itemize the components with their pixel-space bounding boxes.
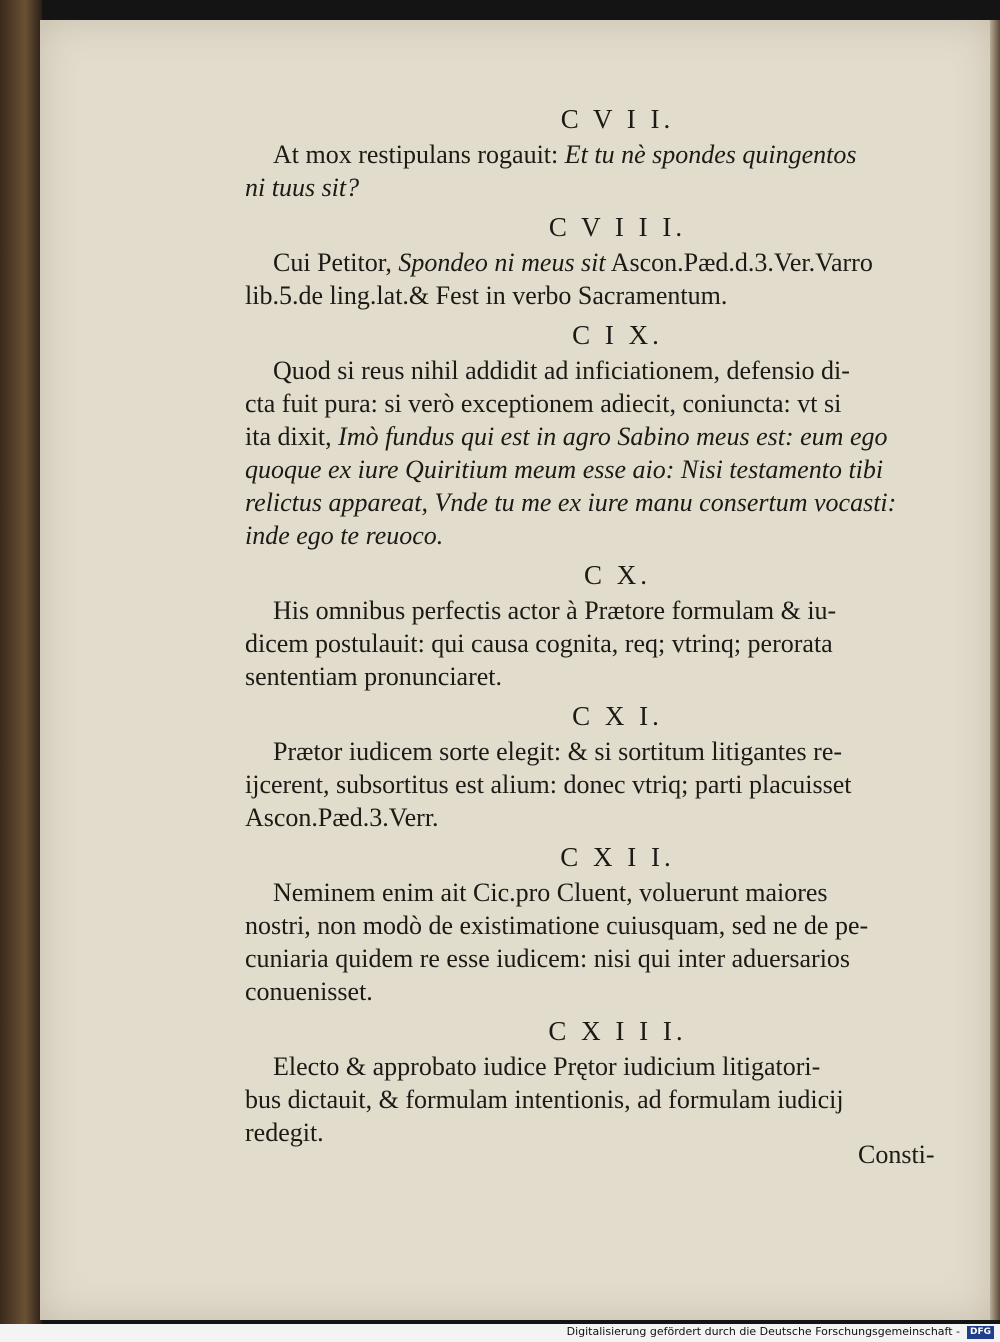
text-line (245, 1050, 950, 1083)
text-line (245, 660, 950, 693)
text-line (245, 279, 950, 312)
roman-text: At mox restipulans rogauit: (273, 140, 565, 169)
italic-text: inde ego te reuoco. (245, 521, 444, 550)
roman-text: Electo & approbato iudice Prętor iudicium litigatori- (273, 1052, 821, 1081)
roman-text: Cui Petitor, (273, 248, 399, 277)
roman-text: nostri, non modò de existimatione cuiusquam, sed ne de pe- (245, 911, 869, 940)
page-edge (990, 20, 1000, 1320)
section-heading: C V I I I. (548, 212, 687, 242)
text-line (245, 420, 950, 453)
roman-text: Prætor iudicem sorte elegit: & si sortitum litigantes re- (273, 737, 843, 766)
text-line (245, 801, 950, 834)
footer-credit: Digitalisierung gefördert durch die Deutsche Forschungsgemeinschaft - (566, 1325, 960, 1338)
page-text (245, 100, 950, 1153)
roman-text: dicem postulauit: qui causa cognita, req; vtrinq; perorata (245, 629, 833, 658)
text-line (245, 942, 950, 975)
roman-text: bus dictauit, & formulam intentionis, ad formulam iudicij (245, 1085, 844, 1114)
section-paragraph (245, 354, 950, 552)
section-paragraph (245, 1050, 950, 1149)
roman-text: Quod si reus nihil addidit ad inficiationem, defensio di- (273, 356, 850, 385)
text-line (245, 1116, 950, 1149)
section-heading: C X I. (572, 701, 663, 731)
roman-text: cuniaria quidem re esse iudicem: nisi qui inter aduersarios (245, 944, 851, 973)
italic-text: Imò fundus qui est in agro Sabino meus est: eum ego (338, 422, 888, 451)
text-line (245, 519, 950, 552)
text-line (245, 909, 950, 942)
roman-text: cta fuit pura: si verò exceptionem adiecit, coniuncta: vt si (245, 389, 842, 418)
text-line (245, 138, 950, 171)
text-line (245, 876, 950, 909)
roman-text: His omnibus perfectis actor à Prætore formulam & iu- (273, 596, 837, 625)
text-line (245, 594, 950, 627)
roman-text: Ascon.Pæd.3.Verr. (245, 803, 439, 832)
text-line (245, 1083, 950, 1116)
text-line (245, 453, 950, 486)
section-heading: C V I I. (560, 104, 675, 134)
roman-text: lib.5.de ling.lat.& Fest in verbo Sacramentum. (245, 281, 728, 310)
section-heading: C X I I. (560, 842, 675, 872)
italic-text: relictus appareat, Vnde tu me ex iure manu consertum vocasti: (245, 488, 897, 517)
text-line (245, 975, 950, 1008)
roman-text: ita dixit, (245, 422, 339, 451)
text-line (245, 171, 950, 204)
catchword: Consti- (858, 1140, 935, 1169)
text-line (245, 627, 950, 660)
text-line (245, 246, 950, 279)
italic-text: ni tuus sit? (245, 173, 360, 202)
roman-text: ijcerent, subsortitus est alium: donec vtriq; parti placuisset (245, 770, 852, 799)
roman-text: conuenisset. (245, 977, 373, 1006)
roman-text: Ascon.Pæd.d.3.Ver.Varro (605, 248, 873, 277)
section-paragraph (245, 735, 950, 834)
text-line (245, 387, 950, 420)
roman-text: Neminem enim ait Cic.pro Cluent, voluerunt maiores (273, 878, 828, 907)
italic-text: quoque ex iure Quiritium meum esse aio: Nisi testamento tibi (245, 455, 884, 484)
italic-text: Et tu nè spondes quingentos (564, 140, 857, 169)
section-paragraph (245, 246, 950, 312)
dfg-logo-icon: DFG (967, 1326, 994, 1339)
section-heading: C X I I I. (548, 1016, 687, 1046)
book-binding-edge (0, 0, 42, 1342)
text-line (245, 768, 950, 801)
section-heading: C I X. (572, 320, 663, 350)
text-line (245, 354, 950, 387)
roman-text: redegit. (245, 1118, 324, 1147)
section-paragraph (245, 876, 950, 1008)
section-paragraph (245, 138, 950, 204)
text-line (245, 735, 950, 768)
italic-text: Spondeo ni meus sit (398, 248, 606, 277)
section-paragraph (245, 594, 950, 693)
roman-text: sententiam pronunciaret. (245, 662, 503, 691)
text-line (245, 486, 950, 519)
section-heading: C X. (583, 560, 651, 590)
